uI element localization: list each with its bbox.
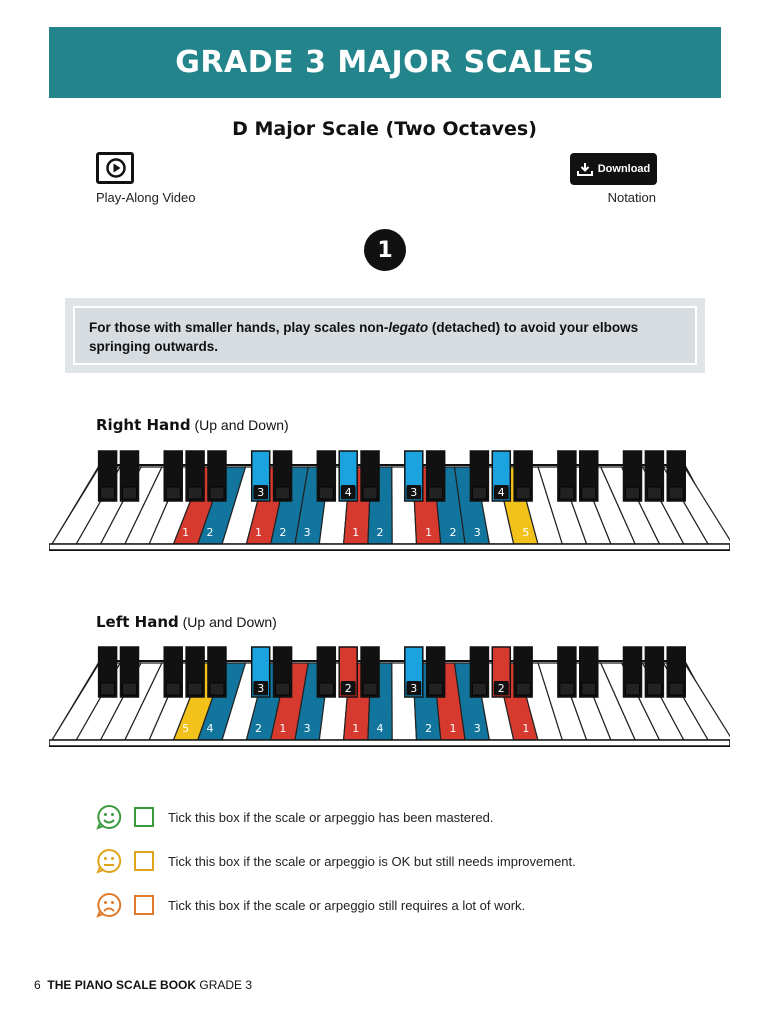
legend-text: Tick this box if the scale or arpeggio is OK but still needs improvement. [168, 853, 576, 869]
finger-number: 2 [376, 526, 384, 539]
legend-row [96, 804, 493, 830]
legend-text: Tick this box if the scale or arpeggio has been mastered. [168, 809, 494, 825]
page-title: GRADE 3 MAJOR SCALES [175, 45, 595, 80]
finger-number: 1 [182, 526, 190, 539]
finger-number: 3 [257, 486, 265, 499]
finger-number: 4 [497, 486, 505, 499]
finger-number: 4 [206, 722, 214, 735]
tick-box[interactable] [134, 807, 154, 827]
book-title: THE PIANO SCALE BOOK [47, 978, 197, 992]
step-number-badge: 1 [364, 229, 406, 271]
finger-number: 3 [303, 526, 311, 539]
download-notation-button[interactable] [570, 153, 657, 185]
legend-row [96, 848, 576, 874]
finger-number: 2 [344, 682, 352, 695]
finger-number: 4 [344, 486, 352, 499]
finger-number: 3 [473, 722, 481, 735]
page-header-banner [49, 27, 721, 98]
left-hand-keyboard [49, 643, 730, 753]
finger-number: 3 [257, 682, 265, 695]
finger-number: 1 [449, 722, 457, 735]
finger-number: 2 [279, 526, 287, 539]
tip-text [73, 306, 697, 365]
tip-text-emphasis: legato [388, 320, 429, 335]
left-hand-label [96, 613, 277, 631]
right-hand-title: Right Hand [96, 416, 191, 434]
neutral-face-icon [96, 848, 122, 874]
legend-row [96, 892, 525, 918]
video-caption: Play-Along Video [96, 190, 196, 205]
legend-text: Tick this box if the scale or arpeggio still requires a lot of work. [168, 897, 526, 913]
tip-text-part: (detached) to avoid your elbows springing outwards. [89, 320, 639, 354]
notation-caption: Notation [607, 190, 656, 205]
sad-face-icon [96, 892, 122, 918]
tick-box[interactable] [134, 895, 154, 915]
finger-number: 3 [303, 722, 311, 735]
left-hand-title: Left Hand [96, 613, 179, 631]
finger-number: 3 [410, 486, 418, 499]
finger-number: 1 [425, 526, 433, 539]
page-number: 6 [34, 978, 41, 992]
finger-number: 2 [425, 722, 433, 735]
finger-number: 5 [182, 722, 190, 735]
page-footer [34, 978, 252, 992]
finger-number: 3 [410, 682, 418, 695]
download-label: Download [597, 163, 651, 175]
tick-box[interactable] [134, 851, 154, 871]
right-hand-label [96, 416, 289, 434]
download-icon [577, 162, 593, 176]
play-video-icon [106, 158, 126, 178]
right-hand-subtitle: (Up and Down) [194, 417, 289, 433]
finger-number: 1 [352, 526, 360, 539]
finger-number: 3 [473, 526, 481, 539]
finger-number: 1 [522, 722, 530, 735]
right-hand-keyboard [49, 447, 730, 557]
play-video-button[interactable] [96, 152, 134, 184]
tip-text-part: For those with smaller hands, play scales non- [89, 320, 389, 335]
finger-number: 4 [376, 722, 384, 735]
scale-title: D Major Scale (Two Octaves) [232, 118, 537, 140]
finger-number: 1 [255, 526, 263, 539]
finger-number: 2 [449, 526, 457, 539]
book-grade: GRADE 3 [199, 978, 253, 992]
tip-box [65, 298, 705, 373]
finger-number: 2 [497, 682, 505, 695]
finger-number: 5 [522, 526, 530, 539]
left-hand-subtitle: (Up and Down) [182, 614, 277, 630]
finger-number: 1 [352, 722, 360, 735]
finger-number: 2 [255, 722, 263, 735]
happy-face-icon [96, 804, 122, 830]
finger-number: 2 [206, 526, 214, 539]
finger-number: 1 [279, 722, 287, 735]
